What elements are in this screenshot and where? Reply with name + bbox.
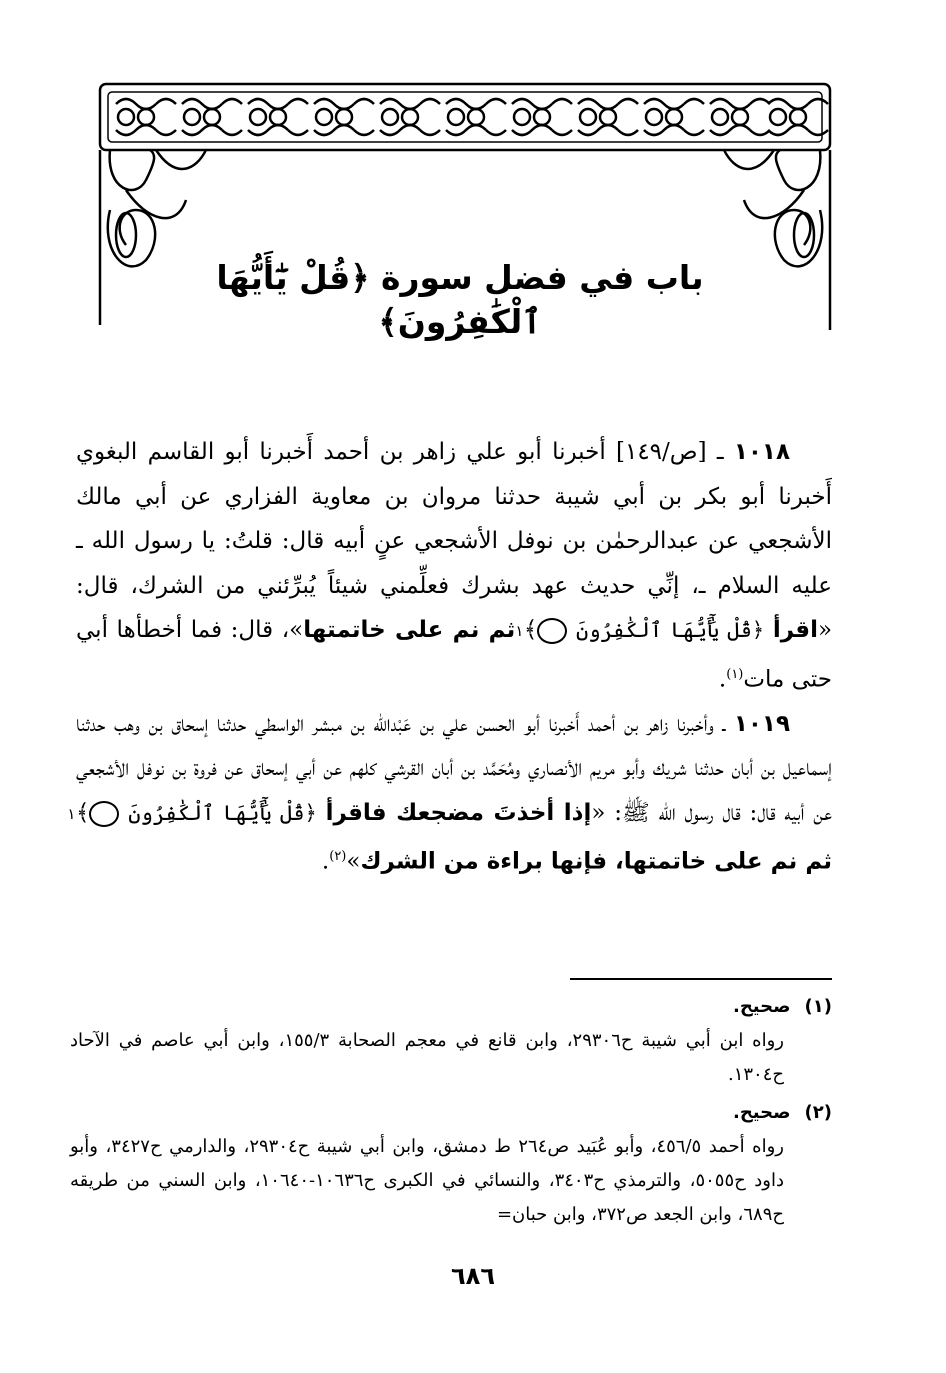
footnote-1-text: رواه ابن أبي شيبة ح٢٩٣٠٦، وابن قانع في معجم الصحابة ١٥٥/٣، وابن أبي عاصم في الآحاد ح١٣٠٤. (70, 1030, 784, 1085)
hadith-text: ـ [ص/١٤٩] أخبرنا أبو علي زاهر بن أحمد أَخبرنا أبو القاسم البغوي أَخبرنا أبو بكر بن أبي شيبة حدثنا مروان بن معاوية الفزاري عن أبي مالك الأشجعي عن عبدالرحمٰن بن نوفل الأشجعي عنٍ أبيه قال: قلتُ: يا رسول الله ـ عليه السلام ـ، إنِّي حديث عهد بشرك فعلِّمني شيئاً يُبرِّئني من الشرك، قال: « (76, 439, 833, 643)
hadith-text: »، قال: فما أخطأها أبي حتى مات (76, 617, 832, 693)
main-text (67, 430, 833, 884)
hadith-text: ـ وأخبرنا زاهر بن أحمد أَخبرنا أبو الحسن علي بن عَبْداللّٰه بن مبشر الواسطي حدثنا إسحاق بن وهب حدثنا إسماعيل بن أبان حدثنا شريك وأبو مريم الأنصاري ومُحَمَّد بن أبان القرشي كلهم عن أبي إسحاق عن فروة بن نوفل الأشجعي عن أبيه قال: قال رسول اللّٰه ﷺ: « (76, 710, 833, 826)
footnote-separator (570, 978, 832, 980)
footnote-ref: (٢) (329, 849, 347, 865)
footnote-ref: (١) (726, 666, 744, 682)
hadith-1019 (67, 702, 833, 885)
quran-bracket-close: ﴾ (523, 617, 538, 643)
hadith-number: ١٠١٨ (733, 439, 791, 465)
footnote-number: (١) (804, 996, 832, 1017)
hadith-bold-text: ثم نم على خاتمتها (303, 617, 516, 643)
footnote-number: (٢) (804, 1102, 832, 1123)
footnote-1-heading (70, 990, 836, 1024)
footnote-grade: صحيح. (733, 996, 791, 1017)
hadith-text: » (346, 848, 361, 875)
hadith-bold-text: إذا أخذتَ مضجعك فاقرأ (325, 799, 592, 826)
chapter-title: باب في فضل سورة ﴿قُلْ يَٰٓأَيُّهَا ٱلْكَٰفِرُونَ﴾ (216, 258, 704, 341)
ayah-number-marker: ١ (537, 618, 567, 644)
sentence-end: . (321, 848, 330, 875)
footnotes (70, 990, 836, 1232)
hadith-1018 (76, 430, 832, 702)
footnote-2-heading (70, 1096, 836, 1130)
hadith-number: ١٠١٩ (733, 710, 790, 737)
quran-bracket-close: ﴾ (76, 799, 90, 826)
footnote-2-text: رواه أحمد ٤٥٦/٥، وأبو عُبَيد ص٢٦٤ ط دمشق، وابن أبي شيبة ح٢٩٣٠٤، والدارمي ح٣٤٢٧، وأبو داود ح٥٠٥٥، والترمذي ح٣٤٠٣، والنسائي في الكبرى ح١٠٦٣٦-١٠٦٤٠، وابن السني من طريقه ح٦٨٩، وابن الجعد ص٣٧٢، وابن حبان= (70, 1136, 785, 1225)
hadith-bold-text: اقرأ (772, 617, 818, 643)
quran-verse: ﴿قُلْ يَٰٓأَيُّهَا ٱلْكَٰفِرُونَ (128, 800, 317, 825)
hadith-bold-text: ثم نم على خاتمتها، فإنها براءة من الشرك (360, 848, 832, 875)
ayah-number-marker: ١ (89, 801, 119, 827)
sentence-end: . (718, 666, 727, 693)
page-number: ٦٨٦ (451, 1262, 495, 1290)
footnote-grade: صحيح. (733, 1102, 791, 1123)
quran-verse: ﴿قُلْ يَٰٓأَيُّهَا ٱلْكَٰفِرُونَ (576, 618, 765, 642)
